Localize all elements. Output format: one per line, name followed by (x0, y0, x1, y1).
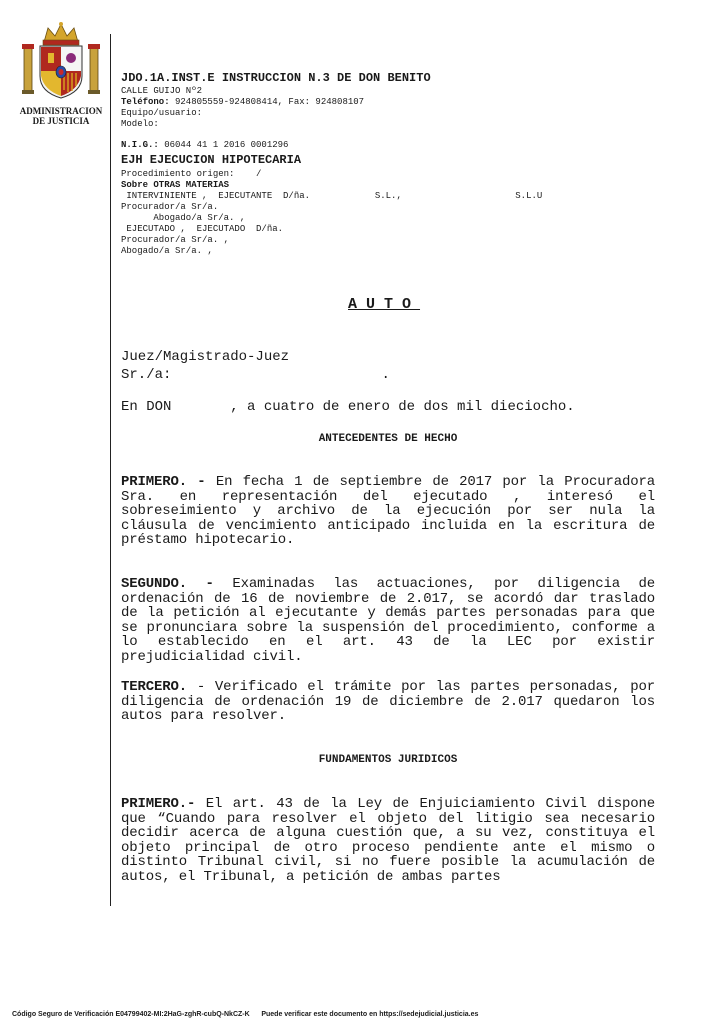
seal-label-line2: DE JUSTICIA (32, 116, 90, 126)
antecedente-segundo (121, 577, 655, 665)
modelo: Modelo: (121, 119, 159, 129)
antecedente-tercero (121, 680, 655, 724)
antecedente-tercero-text: - Verificado el trámite por las partes personadas, por diligencia de ordenación 19 de diciembre de 2.017 quedaron los autos para resolver. (121, 679, 655, 725)
verification-footer: Código Seguro de Verificación E04799402-MI:2HaG-zghR-cubQ-NkCZ-K Puede verificar este documento en https://sedejudicial.justicia.es (12, 1011, 479, 1018)
procedure-subject: Sobre OTRAS MATERIAS (121, 180, 230, 190)
margin-rule (110, 34, 111, 906)
court-name: JDO.1A.INST.E INSTRUCCION N.3 DE DON BENITO (121, 71, 431, 85)
fundamento-primero (121, 797, 655, 885)
procurador-1: Procurador/a Sr/a. (121, 202, 219, 212)
judge-title: Juez/Magistrado-Juez (121, 349, 290, 365)
nig (121, 140, 288, 151)
antecedente-primero-label: PRIMERO. - (121, 474, 206, 490)
date-line: En DON , a cuatro de enero de dos mil dieciocho. (121, 399, 575, 415)
party-ejecutado: EJECUTADO , EJECUTADO D/ña. (121, 224, 284, 234)
antecedente-primero (121, 475, 655, 548)
antecedentes-heading: ANTECEDENTES DE HECHO (318, 433, 458, 445)
seal-label-line1: ADMINISTRACION (19, 106, 103, 116)
phone-label: Teléfono: (121, 97, 170, 107)
procedure-type: EJH EJECUCION HIPOTECARIA (121, 153, 302, 167)
coat-of-arms-seal (20, 20, 102, 102)
abogado-2: Abogado/a Sr/a. , (121, 246, 213, 256)
nig-value: 06044 41 1 2016 0001296 (158, 140, 289, 150)
equipo-usuario: Equipo/usuario: (121, 108, 203, 118)
abogado-1: Abogado/a Sr/a. , (121, 213, 246, 223)
nig-label: N.I.G.: (121, 140, 159, 150)
court-phone (121, 97, 364, 108)
antecedente-tercero-label: TERCERO. (121, 679, 188, 695)
antecedente-segundo-text: Examinadas las actuaciones, por diligencia de ordenación de 16 de noviembre de 2.017, se acordó dar traslado de la petición al ejecutante y demás partes personadas para que se pronunciara sobre la suspensión del procedimiento, conforme a lo establecido en el art. 43 de la LEC por existir prejudicialidad civil. (121, 576, 655, 665)
fundamento-primero-label: PRIMERO.- (121, 796, 196, 812)
document-title: AUTO (348, 296, 421, 313)
antecedente-primero-text: En fecha 1 de septiembre de 2017 por la Procuradora Sra. en representación del ejecutado , interesó el sobreseimiento y archivo de la ejecución por ser nula la cláusula de vencimiento anticipado incluida en la escritura de préstamo hipotecario. (121, 474, 656, 549)
procurador-2: Procurador/a Sr/a. , (121, 235, 230, 245)
court-address: CALLE GUIJO Nº2 (121, 86, 203, 96)
procedure-origin: Procedimiento origen: / (121, 169, 262, 179)
fundamentos-heading: FUNDAMENTOS JURIDICOS (318, 754, 458, 766)
judge-name: Sr./a: . (121, 367, 390, 383)
fundamento-primero-text: El art. 43 de la Ley de Enjuiciamiento Civil dispone que “Cuando para resolver el objeto del litigio sea necesario decidir acerca de alguna cuestión que, a su vez, constituya el objeto principal de otro proceso pendiente ante el mismo o distinto Tribunal civil, si no fuere posible la acumulación de autos, el Tribunal, a petición de ambas partes (121, 796, 655, 885)
phone-value: 924805559-924808414, Fax: 924808107 (169, 97, 365, 107)
party-interviniente: INTERVINIENTE , EJECUTANTE D/ña. S.L., S.L.U (121, 191, 543, 201)
antecedente-segundo-label: SEGUNDO. - (121, 576, 214, 592)
